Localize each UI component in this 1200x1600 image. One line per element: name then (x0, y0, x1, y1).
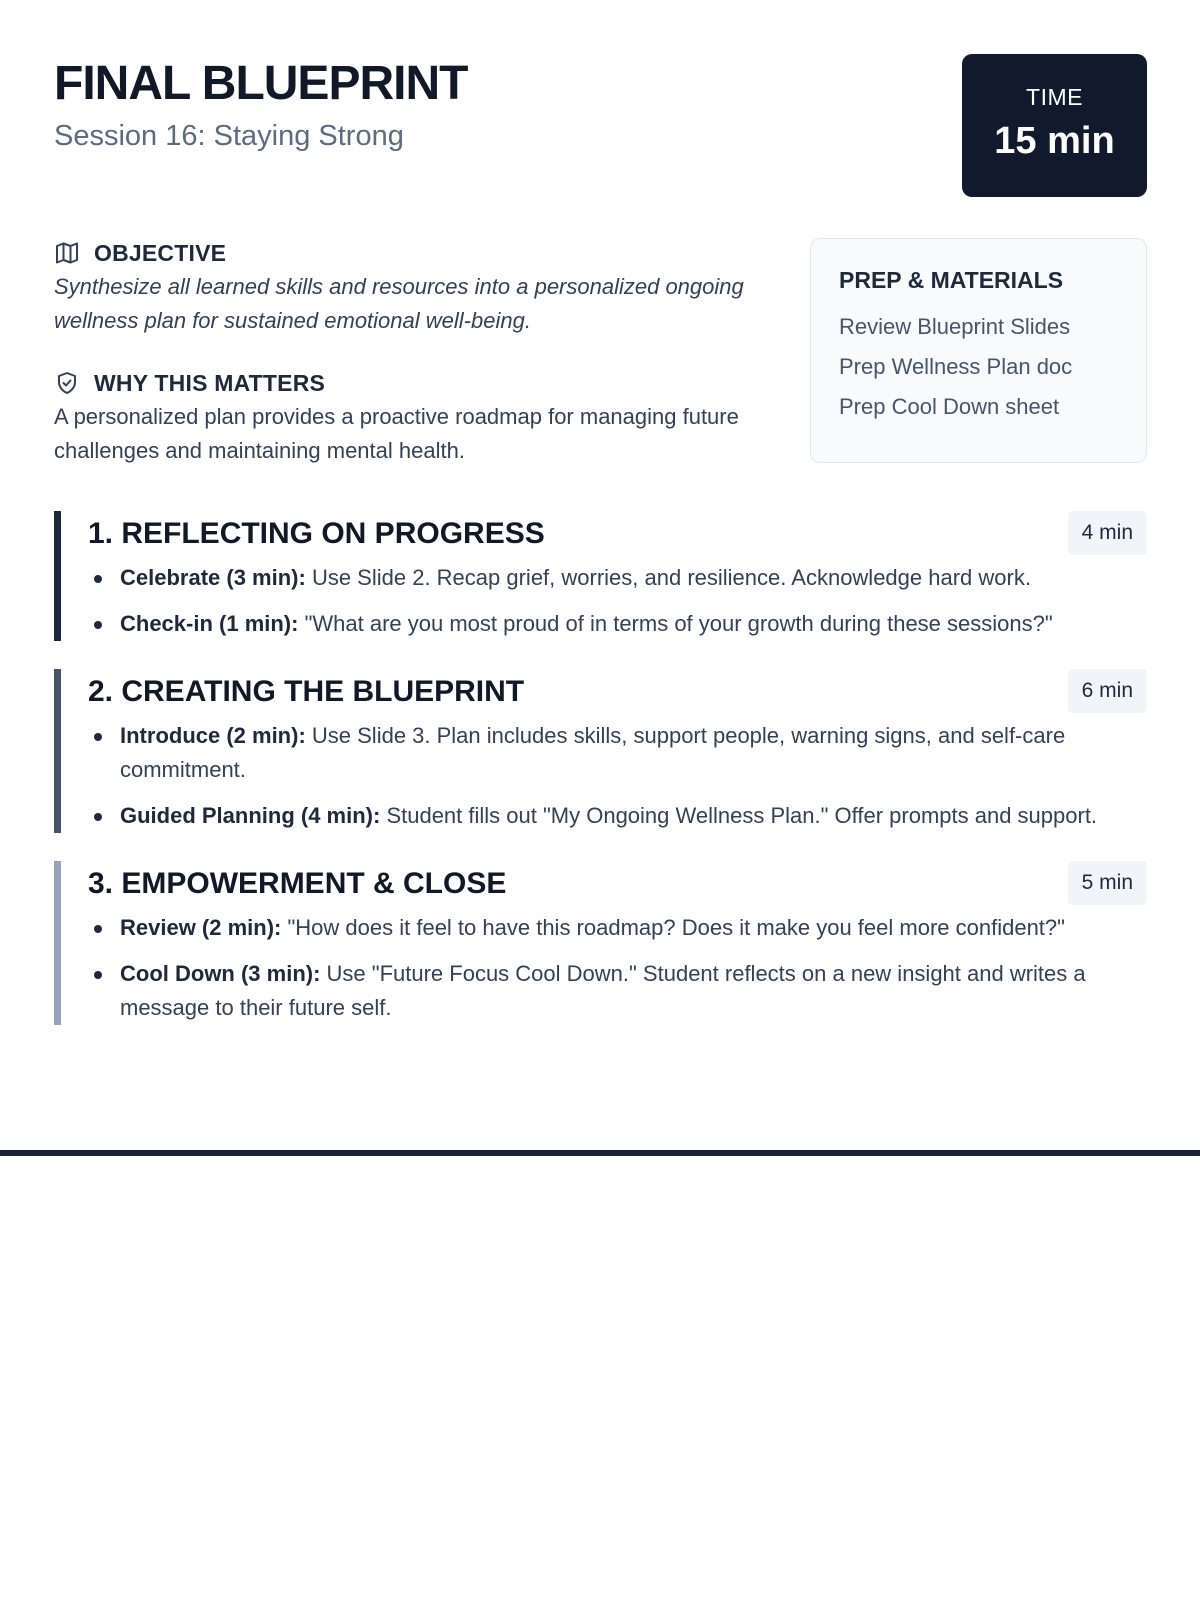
step-title: 2. CREATING THE BLUEPRINT (88, 675, 525, 708)
step-duration-badge: 6 min (1068, 669, 1147, 713)
bullet-text: Student fills out "My Ongoing Wellness Plan." Offer prompts and support. (380, 803, 1098, 828)
prep-materials-card (810, 238, 1147, 463)
prep-item: Prep Wellness Plan doc (839, 354, 1073, 379)
intro-section (54, 238, 1147, 483)
bullet-text: "How does it feel to have this roadmap? Does it make you feel more confident?" (281, 915, 1065, 940)
objective-heading (54, 238, 754, 268)
bullet-lead: Guided Planning (4 min): (120, 803, 381, 828)
why-label: WHY THIS MATTERS (94, 369, 326, 396)
prep-item: Prep Cool Down sheet (839, 394, 1060, 419)
bullet-lead: Introduce (2 min): (120, 723, 306, 748)
bullet-text: Use Slide 3. Plan includes skills, support people, warning signs, and self-care commitment. (120, 723, 1066, 782)
step-bullet (88, 911, 1147, 945)
bottom-divider (0, 1150, 1200, 1156)
bullet-text: Use "Future Focus Cool Down." Student reflects on a new insight and writes a message to their future self. (120, 961, 1086, 1020)
bullet-dot (94, 971, 102, 979)
step-header (88, 861, 1147, 907)
bullet-text: "What are you most proud of in terms of your growth during these sessions?" (298, 611, 1053, 636)
step-title: 1. REFLECTING ON PROGRESS (88, 517, 545, 550)
bullet-dot (94, 575, 102, 583)
page-title: FINAL BLUEPRINT (54, 57, 468, 110)
bullet-text: Use Slide 2. Recap grief, worries, and resilience. Acknowledge hard work. (305, 565, 1031, 590)
map-icon (54, 240, 80, 266)
shield-check-icon (54, 370, 80, 396)
prep-title: PREP & MATERIALS (839, 267, 1064, 293)
step-creating-the-blueprint (54, 669, 1147, 833)
why-text: A personalized plan provides a proactive roadmap for managing future challenges and maintaining mental health. (54, 404, 739, 463)
time-card (962, 54, 1147, 197)
why-block (54, 368, 754, 468)
bullet-dot (94, 925, 102, 933)
page-subtitle: Session 16: Staying Strong (54, 120, 404, 152)
time-value: 15 min (994, 120, 1115, 162)
intro-left (54, 238, 754, 468)
step-bullet-list (88, 561, 1147, 641)
why-heading (54, 368, 754, 398)
step-bullet (88, 607, 1147, 641)
step-empowerment-and-close (54, 861, 1147, 1025)
step-bullet-list (88, 719, 1147, 833)
step-duration-badge: 5 min (1068, 861, 1147, 905)
step-title: 3. EMPOWERMENT & CLOSE (88, 867, 507, 900)
objective-block (54, 238, 754, 338)
bullet-lead: Cool Down (3 min): (120, 961, 321, 986)
header (54, 54, 1147, 204)
step-header (88, 511, 1147, 557)
bullet-lead: Celebrate (3 min): (120, 565, 306, 590)
objective-text: Synthesize all learned skills and resources into a personalized ongoing wellness plan for sustained emotional well-being. (54, 274, 744, 333)
bullet-lead: Check-in (1 min): (120, 611, 299, 636)
step-bullet (88, 957, 1147, 1025)
lesson-plan-page (54, 54, 1147, 1027)
bullet-dot (94, 621, 102, 629)
step-duration-badge: 4 min (1068, 511, 1147, 555)
step-header (88, 669, 1147, 715)
bullet-dot (94, 733, 102, 741)
step-bullet (88, 719, 1147, 787)
step-bullet-list (88, 911, 1147, 1025)
step-reflecting-on-progress (54, 511, 1147, 641)
step-bullet (88, 799, 1147, 833)
prep-item: Review Blueprint Slides (839, 314, 1071, 339)
bullet-dot (94, 813, 102, 821)
bullet-lead: Review (2 min): (120, 915, 282, 940)
objective-label: OBJECTIVE (94, 239, 227, 266)
step-bullet (88, 561, 1147, 595)
time-label: TIME (1026, 84, 1083, 110)
